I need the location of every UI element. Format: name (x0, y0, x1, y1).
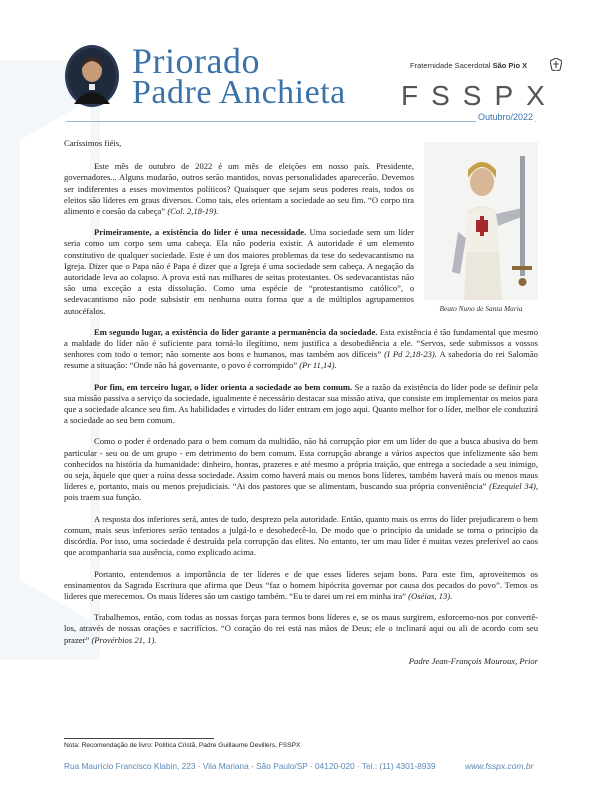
letter-body (64, 138, 538, 677)
paragraph-1-text: Este mês de outubro de 2022 é um mês de eleições em nosso país. Presidente, governadores... Alguns mudarão, outros serão mantidos, novas personalidades aparecerão. Devemos ser indiferentes a esses movimentos políticos? Quaisquer que sejam seus poderes reais, todos os eleitos são líderes em graus diversos. Como tais, eles orientam a sociedade ao seu fim. “O corpo tira alimento e coesão da cabeça” (64, 161, 414, 217)
paragraph-5-ref: (Ezequiel 34), (489, 481, 538, 492)
paragraph-4-lead: Por fim, em terceiro lugar, o líder orienta a sociedade ao bem comum. (94, 381, 353, 392)
footer-address: Rua Maurício Francisco Klabin, 223 · Vila Mariana - São Paulo/SP · 04120-020 · Tel.: (11) 4301-8939 (64, 761, 436, 771)
paragraph-2-lead: Primeiramente, a existência do líder é uma necessidade. (94, 227, 307, 238)
paragraph-7 (64, 569, 538, 603)
paragraph-5-tail: pois traem sua função. (64, 492, 142, 503)
paragraph-1-ref: (Col. 2,18-19). (167, 206, 219, 217)
paragraph-6: A resposta dos inferiores será, antes de tudo, desprezo pela autoridade. Então, quanto mais os erros do líder prejudicarem o bem comum, mais seus inferiores serão tentados a julgá-lo e desobedecê-lo. De modo que o princípio da unidade se torna o princípio da discórdia. Por isso, uma sociedade é destruída pela corrupção das elites. No entanto, ter um mau líder é muitas vezes preferível ao caos que acompanharia sua ausência, como explicado acima. (64, 513, 538, 558)
greeting: Caríssimos fiéis, (64, 138, 122, 148)
paragraph-4 (64, 382, 538, 427)
crest-icon (550, 58, 562, 71)
footnote-divider (64, 738, 214, 739)
statue-figure (424, 142, 538, 314)
paragraph-5 (64, 436, 538, 503)
priory-title-line2: Padre Anchieta (132, 74, 346, 111)
paragraph-3-ref-2: (Pr 11,14). (299, 360, 337, 371)
letterhead (0, 0, 600, 120)
footnote: Nota: Recomendação de livro: Política Cristã, Padre Guillaume Devillers, FSSPX (64, 742, 301, 749)
anchieta-portrait-image (64, 44, 120, 108)
header-divider (66, 121, 536, 122)
fraternity-label (410, 61, 527, 70)
paragraph-3-text-b: A sabedoria do rei Salomão resume a situação: “Onde não há governante, o povo é corrompido” (64, 349, 538, 371)
issue-date: Outubro/2022 (478, 112, 534, 122)
paragraph-2-text: Uma sociedade sem um líder seria como um corpo sem uma cabeça. Ela não poderia existir. A autoridade é um elemento constitutivo de qualquer sociedade. Este é um dos maiores problemas da tese do sedevacantismo na Igreja. Dizer que o Papa não é Papa é dizer que a Igreja é uma sociedade sem cabeça. A negação da autoridade leva ao colapso. A prova está nas milhares de seitas protestantes. Os sedevacantistas não são uma exceção a esta dissolução. Como uma espécie de “protestantismo católico”, o sedevacantismo não pode subsistir em nenhuma outra forma que a de múltiplos agrupamentos autocéfalos. (64, 227, 414, 316)
paragraph-5-text: Como o poder é ordenado para o bem comum da multidão, não há corrupção pior em um líder do que a busca abusiva do bem particular - seu ou de um grupo - em detrimento do bem comum. Esta corrupção abrange a vários aspectos que infelizmente são bem conhecidos na história da humanidade: dinheiro, honras, prazeres e até mesmo a própria traição, que entrega a sociedade a seu inimigo, ou seja, àquele que quer a ruína dessa sociedade. Assim como haverá mais ou menos bons líderes, também haverá mais ou menos maus líderes e, portanto, mais ou menos prejudiciais. “Ai dos pastores que se alimentam, buscando sua própria conveniência” (64, 436, 538, 492)
paragraph-3-text-a: Esta existência é tão fundamental que mesmo a maldade do líder não é suficiente para torná-lo ilegítimo, nem justifica a desobediência a ele. “Servos, sede submissos a vossos senhores com todo o temor; não somente aos bons e humanos, mas também aos difíceis” (64, 326, 538, 360)
footer-website-link[interactable]: www.fsspx.com.br (465, 761, 534, 771)
paragraph-4-text: Se a razão da existência do líder pode se definir pela sua missão passiva a serviço da sociedade, igualmente é necessário destacar sua missão ativa, que consiste em implementar os meios para que a sociedade alcance seu fim. As habilidades e virtudes do líder entram em jogo aqui. Quanto melhor for o líder, melhor ele conduzirá a sociedade ao seu bem comum. (64, 381, 538, 426)
statue-image (424, 142, 538, 300)
statue-caption: Beato Nuno de Santa Maria (439, 304, 523, 313)
fraternity-name: São Pio X (492, 61, 528, 70)
paragraph-3 (64, 327, 538, 372)
paragraph-3-lead: Em segundo lugar, a existência do líder garante a permanência da sociedade. (94, 326, 378, 337)
signature: Padre Jean-François Mouroux, Prior (408, 655, 538, 666)
fraternity-prefix: Fraternidade Sacerdotal (410, 61, 493, 70)
priory-title-line1: Priorado (132, 41, 260, 81)
paragraph-8-text: Trabalhemos, então, com todas as nossas forças para termos bons líderes e, se os maus surgirem, esforcemo-nos por convertê-los, através de nossas orações e sacrifícios. “O coração do rei está nas mãos de Deus; ele o inclinará aqui ou ali de acordo com seu prazer” (64, 612, 538, 645)
paragraph-8-ref: (Provérbios 21, 1). (91, 634, 157, 645)
paragraph-7-text: Portanto, entendemos a importância de ter líderes e de que esses líderes sejam bons. Para este fim, aproveitemos os ensinamentos da Sagrada Escritura que afirma que Deus “faz o homem hipócrita governar por causa dos pecados do povo”. Temos os líderes que merecemos. Os maus líderes são um castigo também. “Eu te darei um rei em minha ira” (64, 568, 538, 601)
fsspx-wordmark: FSSPX (401, 80, 558, 111)
paragraph-8 (64, 612, 538, 646)
paragraph-3-ref-1: (I Pd 2,18-23). (384, 349, 437, 360)
paragraph-7-ref: (Oséias, 13). (408, 590, 453, 601)
